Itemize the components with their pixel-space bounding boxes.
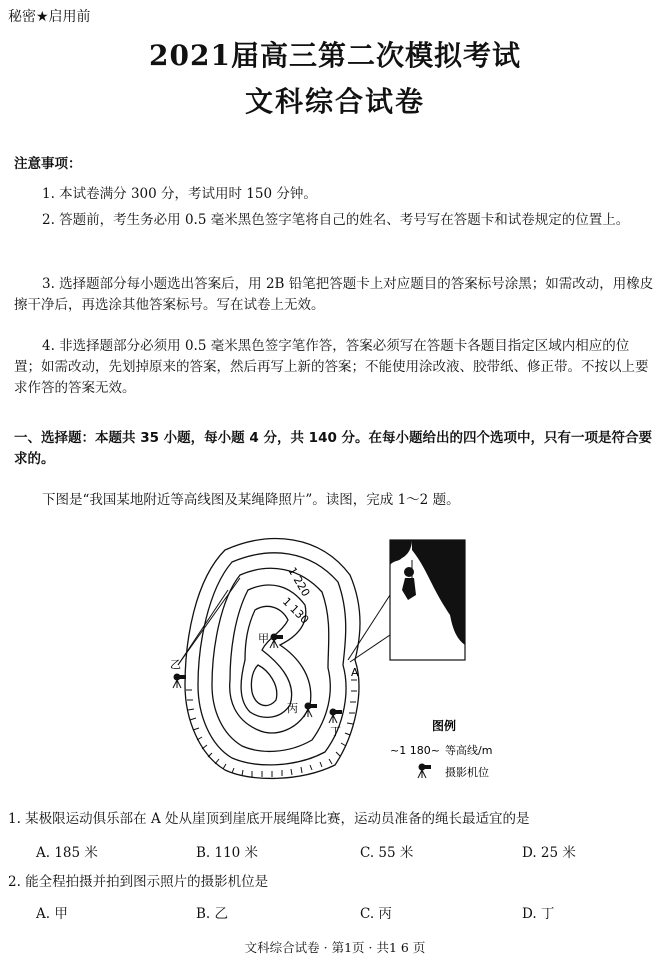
- section-heading: 一、选择题：本题共 35 小题，每小题 4 分，共 140 分。在每小题给出的四个选项中，只有一项是符合要求的。: [14, 430, 653, 467]
- q1-option-b: B. 110 米: [196, 845, 259, 861]
- legend-camera-text: 摄影机位: [445, 766, 489, 779]
- contour-label-1130: 1 130: [279, 594, 312, 627]
- point-label-a: A: [351, 666, 359, 679]
- legend-contour-sample: ~1 180~: [390, 744, 440, 757]
- camera-icon-bing: [304, 703, 317, 718]
- camera-label-yi: 乙: [170, 658, 181, 671]
- view-line-yi-2: [178, 590, 228, 665]
- q2-option-d: D. 丁: [522, 906, 555, 922]
- confidential-mark: 秘密★启用前: [8, 9, 91, 25]
- note-item-2: 2. 答题前，考生务必用 0.5 毫米黑色签字笔将自己的姓名、考号写在答题卡和试卷规定的位置上。: [42, 212, 630, 228]
- q1-option-c: C. 55 米: [360, 845, 414, 861]
- contour-map-figure: [150, 520, 510, 795]
- note-item-1: 1. 本试卷满分 300 分，考试用时 150 分钟。: [42, 186, 317, 202]
- legend-camera-icon: [418, 764, 431, 779]
- camera-icon-ding: [329, 709, 342, 724]
- notes-heading: 注意事项：: [14, 156, 82, 172]
- q2-option-a: A. 甲: [36, 906, 68, 922]
- camera-icon-yi: [173, 674, 186, 689]
- note-item-3: 3. 选择题部分每小题选出答案后，用 2B 铅笔把答题卡上对应题目的答案标号涂黑；如需改动，用橡皮擦干净后，再选涂其他答案标号。写在试卷上无效。: [14, 276, 654, 313]
- camera-label-ding: 丁: [330, 725, 341, 738]
- exam-title: 2021届高三第二次模拟考试: [149, 39, 521, 72]
- figure-intro: 下图是“我国某地附近等高线图及某绳降照片”。读图，完成 1～2 题。: [42, 492, 460, 508]
- question-2-stem: 2. 能全程拍摄并拍到图示照片的摄影机位是: [8, 874, 269, 890]
- q1-option-a: A. 185 米: [36, 845, 98, 861]
- q2-option-b: B. 乙: [196, 906, 229, 922]
- legend-contour-text: 等高线/m: [445, 744, 493, 757]
- camera-label-jia: 甲: [258, 632, 269, 645]
- sight-line-1: [348, 595, 390, 660]
- legend-title: 图例: [432, 719, 457, 733]
- exam-subtitle: 文科综合试卷: [244, 85, 425, 118]
- camera-label-bing: 丙: [287, 702, 298, 715]
- contour-label-1220: 1 220: [285, 565, 313, 599]
- page-footer: 文科综合试卷 · 第1页 · 共1 6 页: [244, 940, 426, 955]
- contour-lines: [185, 539, 360, 779]
- q1-option-d: D. 25 米: [522, 845, 576, 861]
- note-item-4: 4. 非选择题部分必须用 0.5 毫米黑色签字笔作答，答案必须写在答题卡各题目指定区域内相应的位置；如需改动，先划掉原来的答案，然后再写上新的答案；不能使用涂改液、胶带纸、修正带。不按以上要求作答的答案无效。: [14, 338, 649, 396]
- q2-option-c: C. 丙: [360, 906, 392, 922]
- question-1-stem: 1. 某极限运动俱乐部在 A 处从崖顶到崖底开展绳降比赛，运动员准备的绳长最适宜的是: [8, 811, 530, 827]
